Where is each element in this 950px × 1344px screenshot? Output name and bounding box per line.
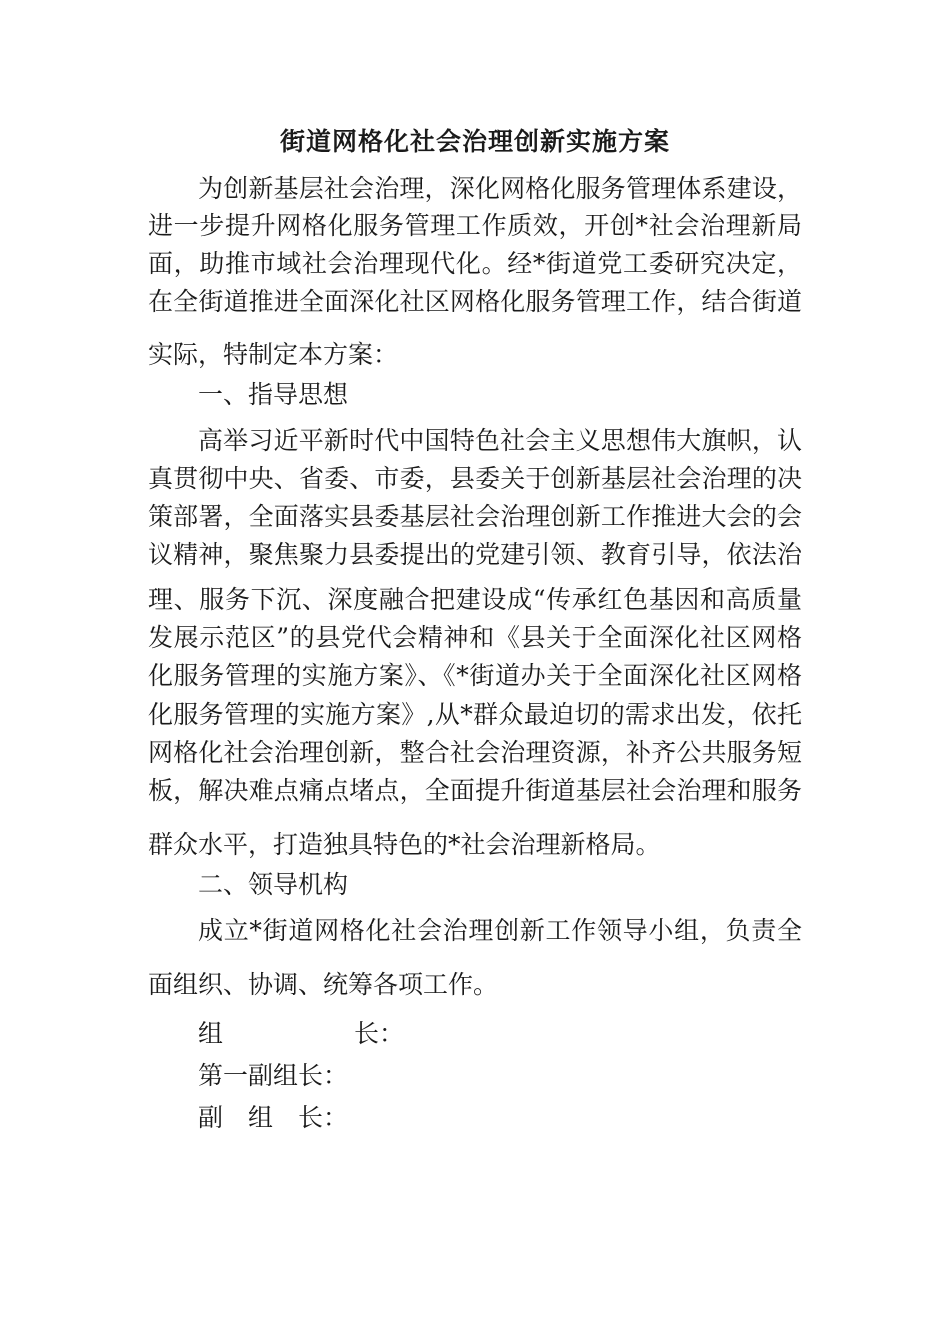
paragraph-line: 面组织、协调、统筹各项工作。	[148, 970, 499, 999]
paragraph-line: 真贯彻中央、省委、市委，县委关于创新基层社会治理的决	[148, 464, 802, 493]
document-title: 街道网格化社会治理创新实施方案	[279, 127, 670, 156]
paragraph-line: 高举习近平新时代中国特色社会主义思想伟大旗帜，认	[198, 426, 802, 455]
paragraph-line: 板，解决难点痛点堵点，全面提升街道基层社会治理和服务	[148, 776, 802, 805]
paragraph-line: 面，助推市域社会治理现代化。经*街道党工委研究决定，	[148, 249, 802, 278]
deputy-label-char: 副	[198, 1103, 224, 1132]
paragraph-line: 议精神，聚焦聚力县委提出的党建引领、教育引导，依法治	[148, 540, 802, 569]
paragraph-line: 化服务管理的实施方案》、《*街道办关于全面深化社区网格	[148, 661, 802, 690]
paragraph-line: 理、服务下沉、深度融合把建设成“传承红色基因和高质量	[148, 585, 802, 614]
leader-label-char: 组	[198, 1019, 224, 1048]
leader-label-char: 长：	[354, 1019, 405, 1048]
paragraph-line: 进一步提升网格化服务管理工作质效，开创*社会治理新局	[148, 211, 802, 240]
paragraph-line: 实际，特制定本方案：	[148, 340, 399, 369]
paragraph-line: 化服务管理的实施方案》,从*群众最迫切的需求出发，依托	[148, 700, 802, 729]
paragraph-line: 群众水平，打造独具特色的*社会治理新格局。	[148, 830, 661, 859]
deputy-label-char: 组	[248, 1103, 274, 1132]
section-heading: 一、指导思想	[198, 380, 349, 409]
paragraph-line: 在全街道推进全面深化社区网格化服务管理工作，结合街道	[148, 287, 802, 316]
paragraph-line: 成立*街道网格化社会治理创新工作领导小组，负责全	[198, 916, 802, 945]
paragraph-line: 为创新基层社会治理，深化网格化服务管理体系建设，	[198, 174, 802, 203]
deputy-label-char: 长：	[298, 1103, 349, 1132]
paragraph-line: 发展示范区”的县党代会精神和《县关于全面深化社区网格	[148, 623, 802, 652]
paragraph-line: 网格化社会治理创新，整合社会治理资源，补齐公共服务短	[148, 738, 802, 767]
paragraph-line: 策部署，全面落实县委基层社会治理创新工作推进大会的会	[148, 502, 802, 531]
first-deputy-label: 第一副组长：	[198, 1061, 349, 1090]
section-heading: 二、领导机构	[198, 870, 349, 899]
